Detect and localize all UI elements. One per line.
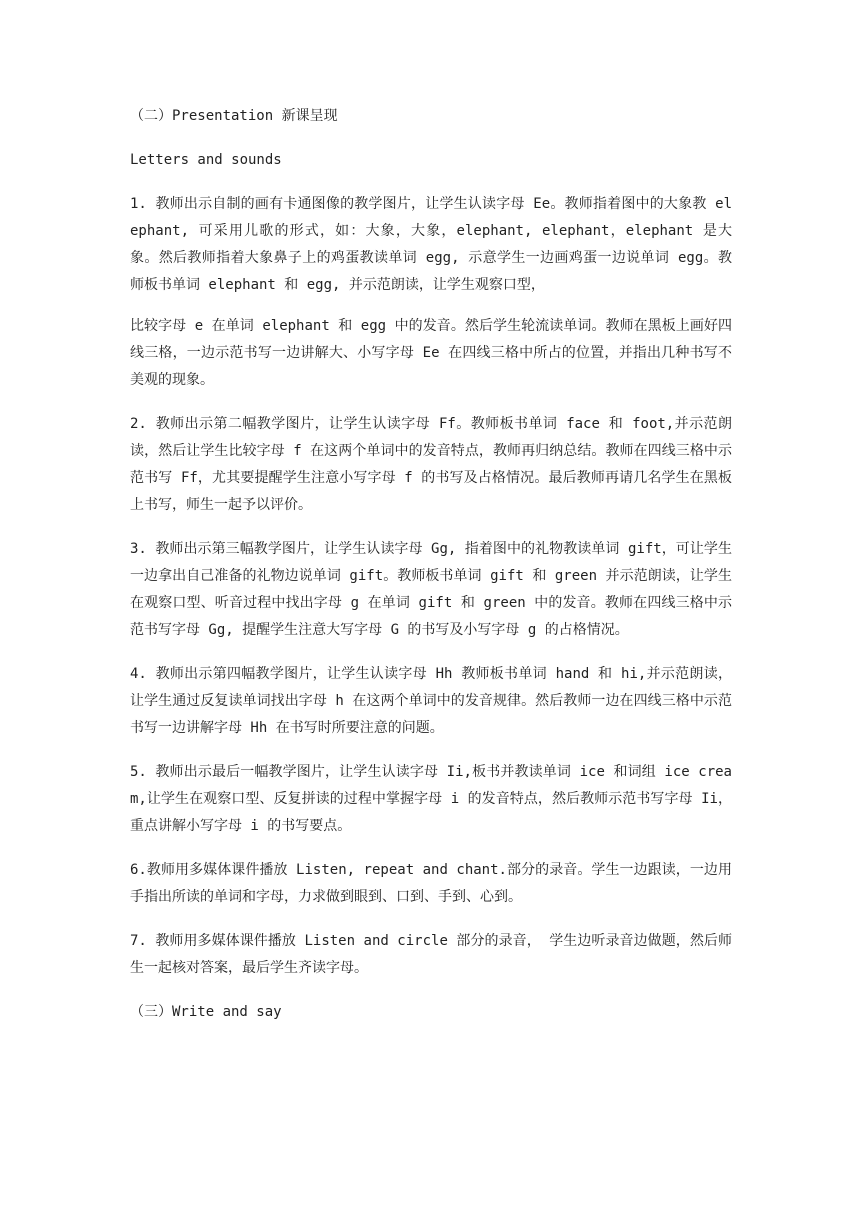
paragraph-step-3: 3. 教师出示第三幅教学图片，让学生认读字母 Gg, 指着图中的礼物教读单词 gift，可让学生一边拿出自己准备的礼物边说单词 gift。教师板书单词 gift 和 green 并示范朗读，让学生在观察口型、听音过程中找出字母 g 在单词 gift 和 green 中的发音。教师在四线三格中示范书写字母 Gg, 提醒学生注意大写字母 G 的书写及小写字母 g 的占格情况。 bbox=[130, 541, 732, 638]
paragraph-step-5: 5. 教师出示最后一幅教学图片，让学生认读字母 Ii,板书并教读单词 ice 和词组 ice cream,让学生在观察口型、反复拼读的过程中掌握字母 i 的发音特点，然后教师示范书写字母 Ii，重点讲解小写字母 i 的书写要点。 bbox=[130, 764, 732, 834]
section-heading-write-and-say: （三）Write and say bbox=[130, 1004, 282, 1020]
paragraph-step-1-part-a: 1. 教师出示自制的画有卡通图像的教学图片，让学生认读字母 Ee。教师指着图中的大象教 elephant, 可采用儿歌的形式，如：大象，大象，elephant, elephant，elephant 是大象。然后教师指着大象鼻子上的鸡蛋教读单词 egg, 示意学生一边画鸡蛋一边说单词 egg。教师板书单词 elephant 和 egg, 并示范朗读，让学生观察口型， bbox=[130, 196, 732, 293]
paragraph-step-4: 4. 教师出示第四幅教学图片，让学生认读字母 Hh 教师板书单词 hand 和 hi,并示范朗读，让学生通过反复读单词找出字母 h 在这两个单词中的发音规律。然后教师一边在四线三格中示范书写一边讲解字母 Hh 在书写时所要注意的问题。 bbox=[130, 666, 732, 736]
paragraph-step-7: 7. 教师用多媒体课件播放 Listen and circle 部分的录音， 学生边听录音边做题，然后师生一起核对答案，最后学生齐读字母。 bbox=[130, 933, 732, 976]
paragraph-step-2: 2. 教师出示第二幅教学图片，让学生认读字母 Ff。教师板书单词 face 和 foot,并示范朗读，然后让学生比较字母 f 在这两个单词中的发音特点，教师再归纳总结。教师在四线三格中示范书写 Ff，尤其要提醒学生注意小写字母 f 的书写及占格情况。最后教师再请几名学生在黑板上书写，师生一起予以评价。 bbox=[130, 416, 732, 513]
paragraph-step-6: 6.教师用多媒体课件播放 Listen, repeat and chant.部分的录音。学生一边跟读，一边用手指出所读的单词和字母，力求做到眼到、口到、手到、心到。 bbox=[130, 862, 732, 905]
subheading-letters-and-sounds: Letters and sounds bbox=[130, 152, 282, 168]
section-heading-presentation: （二）Presentation 新课呈现 bbox=[130, 108, 338, 124]
paragraph-step-1-part-b: 比较字母 e 在单词 elephant 和 egg 中的发音。然后学生轮流读单词。教师在黑板上画好四线三格，一边示范书写一边讲解大、小写字母 Ee 在四线三格中所占的位置，并指出几种书写不美观的现象。 bbox=[130, 318, 732, 388]
document-page bbox=[130, 103, 732, 1026]
